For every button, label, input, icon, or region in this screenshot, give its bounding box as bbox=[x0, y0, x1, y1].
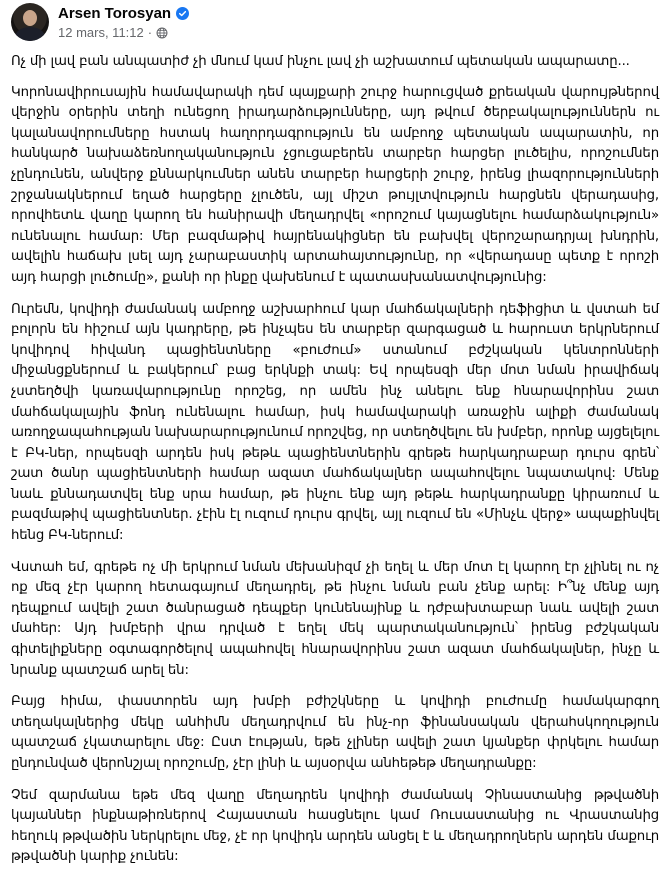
globe-icon[interactable] bbox=[156, 27, 168, 39]
author-avatar[interactable] bbox=[11, 3, 49, 41]
post-subline bbox=[58, 25, 189, 40]
post-paragraph: Չեմ զարմանա եթե մեզ վաղը մեղադրեն կովիդի ժամանակ Չինաստանից թթվածնի կայաններ ինքնաթիռներով Հայաստան հասցնելու կամ Ռուսաստանից ու Վրաստանից հեղուկ թթվածին ներկրելու մեջ, չէ որ կովիդն արդեն անցել է և մեղադրողներն արդեն մաքուր թթվածնի կարիք չունեն: bbox=[11, 787, 659, 865]
meta-separator: · bbox=[147, 25, 153, 40]
post-body bbox=[11, 52, 659, 879]
author-name[interactable]: Arsen Torosyan bbox=[58, 5, 172, 22]
post-timestamp[interactable]: 12 mars, 11:12 bbox=[58, 25, 144, 40]
post-paragraph-lead: Ոչ մի լավ բան անպատիժ չի մնում կամ ինչու լավ չի աշխատում պետական ապարատը... bbox=[11, 54, 630, 69]
post-paragraph: Վստահ եմ, գրեթե ոչ մի երկրում նման մեխանիզմ չի եղել և մեր մոտ էլ կարող էր չլինել ու ոչ ոք մեզ չէր կարող հետագայում մեղադրել, թե ինչու նման բան չենք արել: Ի՞նչ մենք այդ դեպքում ավելի շատ ծանրացած դեպքեր կունենայինք և դժբախտաբար նաև ավելի շատ մահեր: Այդ խմբերի վրա դրված է եղել մեկ պարտականություն՝ իրենց բժշկական գիտելիքները օգտագործելով ապահովել հնարավորինս շատ ազատ մահճակալներ, ինչը և նրանք պատշաճ արել են: bbox=[11, 559, 659, 678]
post-meta bbox=[58, 3, 189, 40]
post-paragraph: Կորոնավիրուսային համավարակի դեմ պայքարի շուրջ հարուցված քրեական վարույթներով վերջին օրերին տեղի ունեցող իրադարձությունները, այդ թվում ծերբակալություններն ու կալանավորումները հստակ հաղորդագրություն են ամբողջ պետական ապարատին, որ հանկարծ նախաձեռնողականություն չցուցաբերեն տարբեր հարցեր լուծելիս, որոշումներ չընդունեն, անվերջ քննարկումներ անեն տարբեր հարցերի շուրջ, իրենց լիազորությունների շրջանակներում եղած հարցերը չլուծեն, այլ միշտ թույլտվություն հարցնեն վերադասից, որովհետև վաղը կարող են հանիրավի մեղադրվել «որոշում կայացնելու համարձակություն» ունենալու համար: Մեր բազմաթիվ հայրենակիցներ են բախվել վերոշարադրյալ խնդրին, ավելին հաճախ լսել այդ չարաբաստիկ արտահայտությունը, որ «վերադասը պետք է որոշի այդ հարցի լուծումը», քանի որ ինքը վախենում է պատասխանատվությունից: bbox=[11, 84, 659, 285]
verified-badge-icon bbox=[176, 7, 189, 20]
post-paragraph: Ուրեմն, կովիդի ժամանակ ամբողջ աշխարհում կար մահճակալների դեֆիցիտ և վստահ եմ բոլորն են հիշում այն կադրերը, թե ինչպես են տարբեր զարգացած և հարուստ երկրներում կովիդով հիվանդ պացիենտները «բուժում» ստանում բժշկական կենտրոնների միջանցքներում և բակերում՝ բաց երկնքի տակ: Եվ որպեսզի մեր մոտ նման իրավիճակ չստեղծվի կառավարությունը որոշեց, որ ամեն ինչ անելու ենք հնարավորինս շատ մահճակալային ֆոնդ ունենալու համար, իսկ համավարակի առաջին ալիքի ժամանակ առողջապահության նախարարությունում որոշվեց, որ ստեղծվելու են խմբեր, որոնք այցելելու է ԲԿ-ներ, որպեսզի արդեն իսկ թեթև պացիենտներին գրեթե հարկադրաբար դուրս գրեն՝ շատ ծանր պացիենտների համար ազատ մահճակալներ ապահովելու նպատակով: Մենք նաև քննադատվել ենք սրա համար, թե ինչու ենք այդ թեթև հարկադրանքը կիրառում և բազմաթիվ պացիենտներ. չէին էլ ուզում դուրս գրվել, այլ ուզում են «Մինչև վերջ» ապաքինվել հենց ԲԿ-ներում: bbox=[11, 301, 659, 544]
post-header bbox=[11, 3, 189, 43]
author-row bbox=[58, 4, 189, 23]
post-paragraph: Բայց հիմա, փաստորեն այդ խմբի բժիշկները և կովիդի բուժումը համակարգող տեղակալներից մեկը անհիմն մեղադրվում են ինչ-որ ֆինանսական վերահսկողություն պատշաճ չկատարելու մեջ: Ըստ էության, եթե չլիներ ավելի շատ կյանքեր փրկելու համար ընդունված վերոնշյալ որոշումը, չէր լինի և այսօրվա անհեթեթ մեղադրանքը: bbox=[11, 694, 659, 771]
